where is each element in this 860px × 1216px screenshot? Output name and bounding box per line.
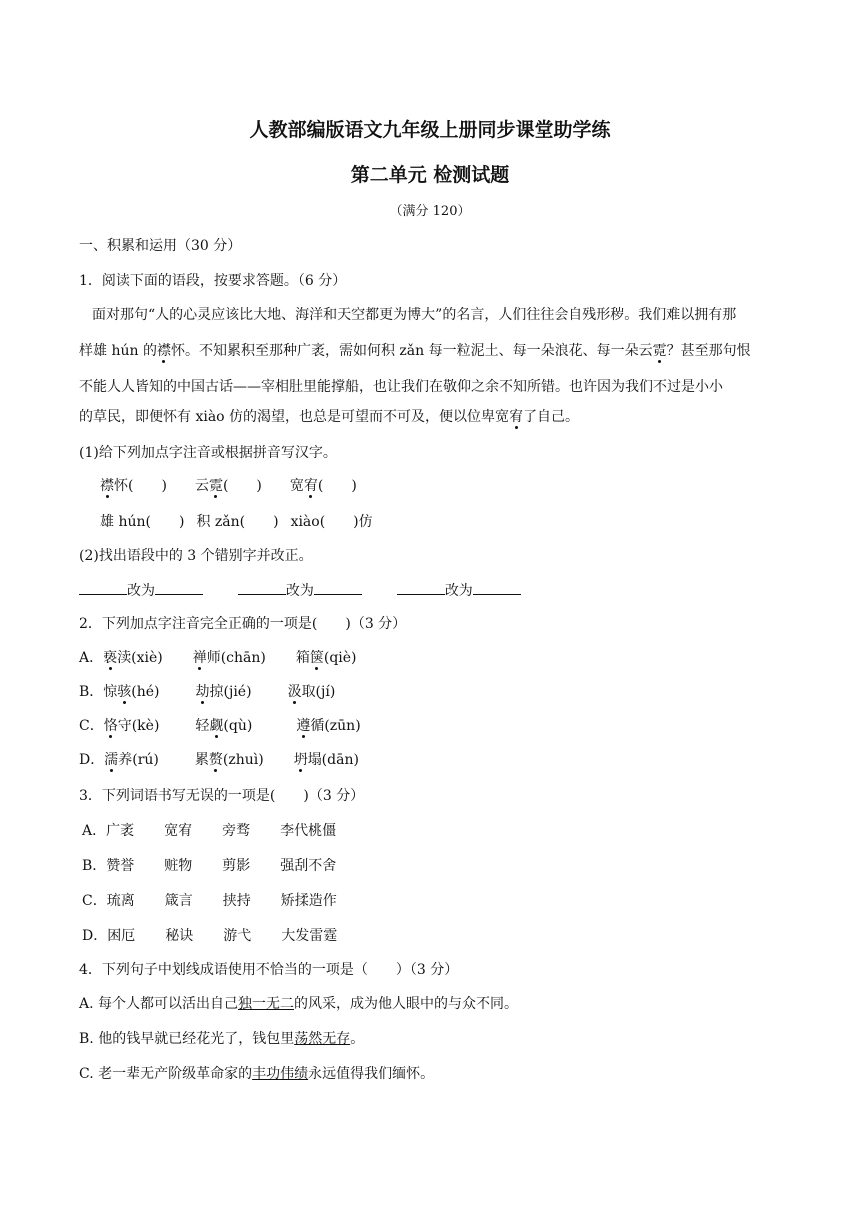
question-2-prompt: 2．下列加点字注音完全正确的一项是( )（3 分） <box>79 616 407 632</box>
passage-line-2: 样雄 hún 的襟怀。不知累积至那种广袤，需如何积 zǎn 每一粒泥土、每一朵浪花、每一朵云霓？甚至那句恨 <box>79 343 751 359</box>
pinyin-row-1: 襟怀( ) 云霓( ) 宽宥( ) <box>100 478 357 494</box>
answer-blank[interactable] <box>238 580 286 595</box>
full-score-note: （满分 120） <box>389 204 471 219</box>
answer-blank[interactable] <box>79 580 127 595</box>
document-title: 人教部编版语文九年级上册同步课堂助学练 <box>249 119 611 141</box>
q2-option-d: D．濡养(rú) 累赘(zhuì) 坍塌(dān) <box>79 752 359 768</box>
subquestion-2: (2)找出语段中的 3 个错别字并改正。 <box>79 548 313 564</box>
q2-option-c: C．恪守(kè) 轻觑(qù) 遵循(zūn) <box>79 718 361 734</box>
answer-blank[interactable] <box>473 580 521 595</box>
answer-blank[interactable] <box>155 580 203 595</box>
correction-blanks: 改为 改为 改为 <box>79 580 521 601</box>
subquestion-1: (1)给下列加点字注音或根据拼音写汉字。 <box>79 445 337 461</box>
passage-line-1: 面对那句“人的心灵应该比大地、海洋和天空都更为博大”的名言，人们往往会自残形秽。我们难以拥有那 <box>92 307 737 323</box>
q2-option-b: B．惊骇(hé) 劫掠(jié) 汲取(jí) <box>79 684 336 700</box>
q3-option-a: A．广袤 宽宥 旁骛 李代桃僵 <box>82 823 337 839</box>
section-heading: 一、积累和运用（30 分） <box>79 238 242 254</box>
q4-option-b: B. 他的钱早就已经花光了，钱包里荡然无存。 <box>79 1031 365 1047</box>
q3-option-d: D．困厄 秘诀 游弋 大发雷霆 <box>82 928 338 944</box>
q4-option-a: A. 每个人都可以活出自己独一无二的风采，成为他人眼中的与众不同。 <box>79 996 519 1012</box>
document-subtitle: 第二单元 检测试题 <box>350 164 510 186</box>
q3-option-b: B．赞誉 赃物 剪影 强刮不舍 <box>82 858 337 874</box>
passage-line-4: 的草民，即便怀有 xiào 仿的渴望，也总是可望而不可及，便以位卑宽宥了自己。 <box>79 409 580 425</box>
answer-blank[interactable] <box>397 580 445 595</box>
q2-option-a: A．亵渎(xiè) 禅师(chān) 箱箧(qiè) <box>79 650 357 666</box>
question-3-prompt: 3．下列词语书写无误的一项是( )（3 分） <box>79 788 365 804</box>
answer-blank[interactable] <box>314 580 362 595</box>
question-4-prompt: 4．下列句子中划线成语使用不恰当的一项是（ ）（3 分） <box>79 962 459 978</box>
pinyin-row-2: 雄 hún( ) 积 zǎn( ) xiào( )仿 <box>100 514 373 530</box>
q3-option-c: C．琉离 箴言 挟持 矫揉造作 <box>82 893 337 909</box>
q4-option-c: C. 老一辈无产阶级革命家的丰功伟绩永远值得我们缅怀。 <box>79 1066 435 1082</box>
passage-line-3: 不能人人皆知的中国古话——宰相肚里能撑船，也让我们在敬仰之余不知所错。也许因为我们不过是小小 <box>79 379 723 395</box>
question-1-prompt: 1．阅读下面的语段，按要求答题。（6 分） <box>79 273 347 289</box>
